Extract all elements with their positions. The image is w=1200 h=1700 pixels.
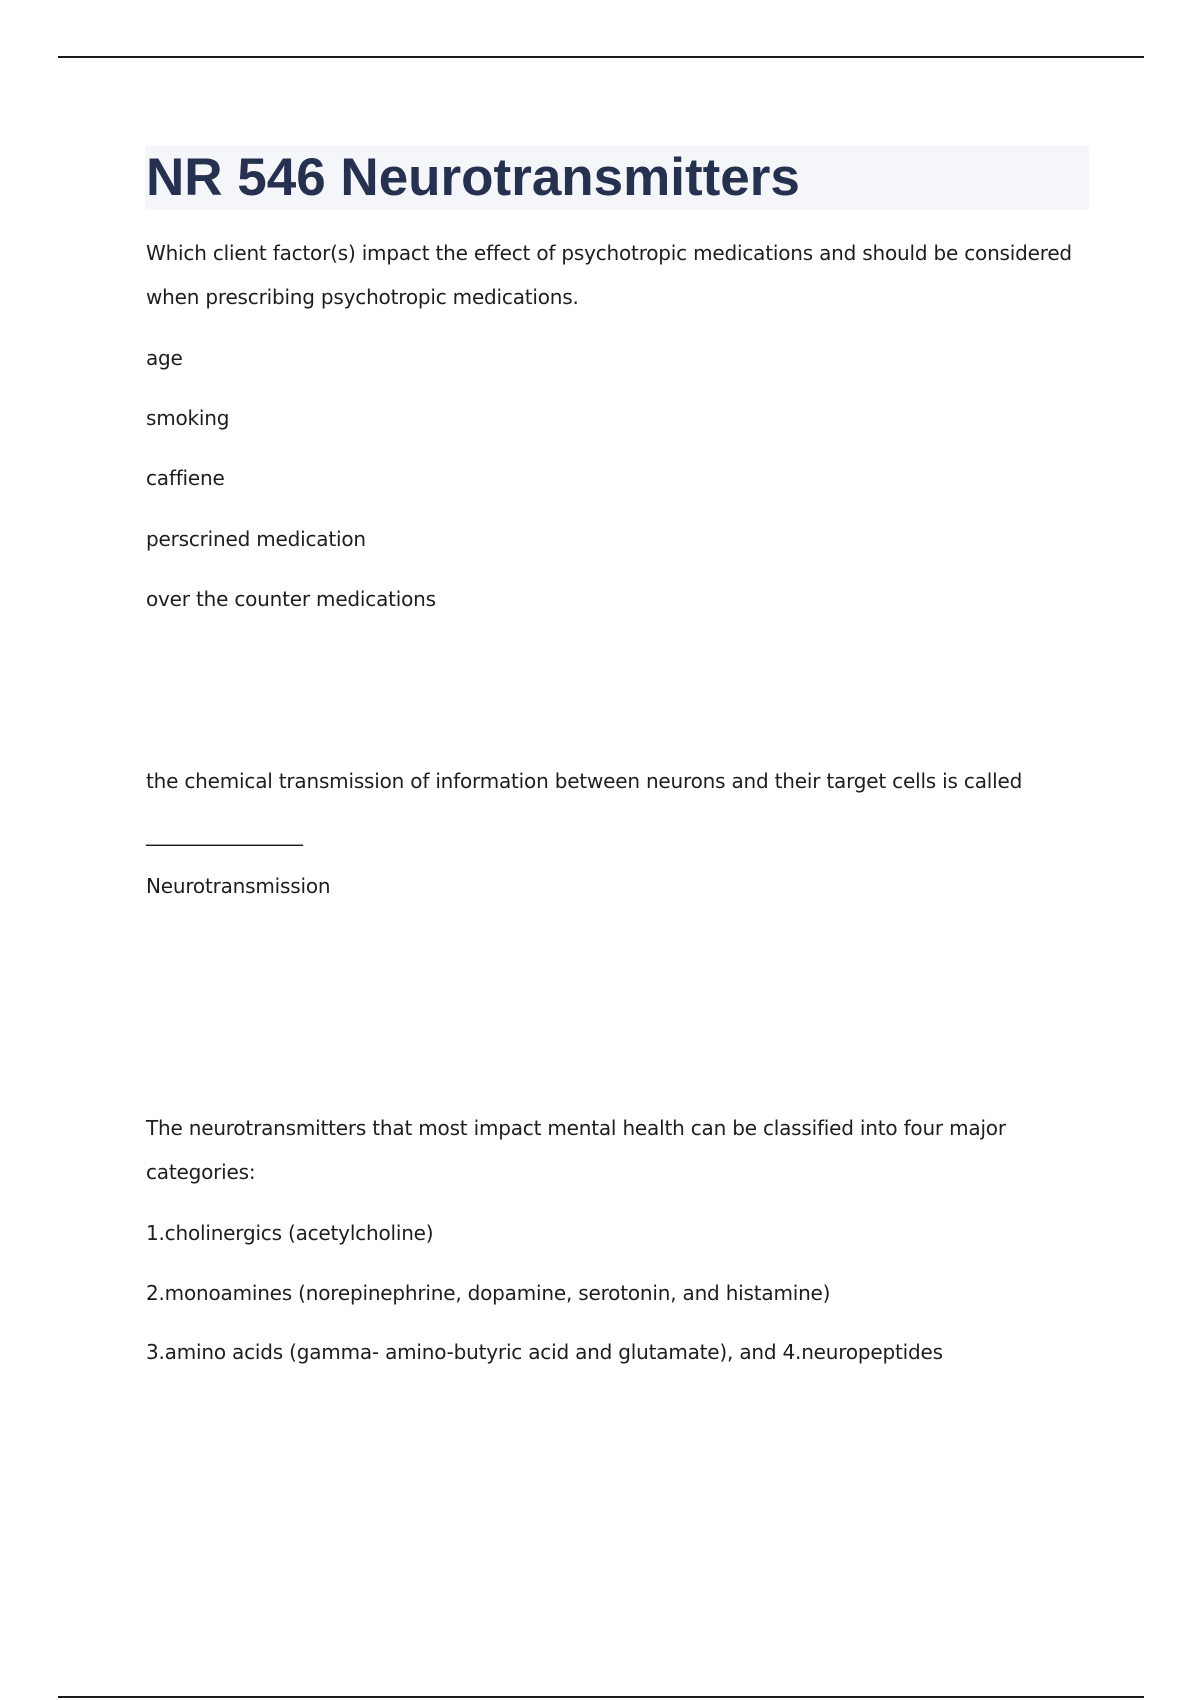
- category-item: 2.monoamines (norepinephrine, dopamine, serotonin, and histamine): [146, 1281, 831, 1305]
- category-item: 1.cholinergics (acetylcholine): [146, 1221, 434, 1245]
- page-title: NR 546 Neurotransmitters: [146, 148, 800, 207]
- answer-item: perscrined medication: [146, 527, 366, 551]
- question-1-line-1: Which client factor(s) impact the effect of psychotropic medications and should be considered: [146, 241, 1072, 265]
- question-1-line-2: when prescribing psychotropic medications.: [146, 285, 579, 309]
- question-3-line-1: The neurotransmitters that most impact mental health can be classified into four major: [146, 1116, 1006, 1140]
- page-top-rule: [58, 56, 1144, 58]
- question-2-blank: ________________: [146, 822, 303, 846]
- answer-item: age: [146, 346, 183, 370]
- answer-item: smoking: [146, 406, 230, 430]
- question-2-line-1: the chemical transmission of information between neurons and their target cells is called: [146, 769, 1023, 793]
- category-item: 3.amino acids (gamma- amino-butyric acid and glutamate), and 4.neuropeptides: [146, 1340, 943, 1364]
- question-3-line-2: categories:: [146, 1160, 256, 1184]
- answer-item: caffiene: [146, 466, 225, 490]
- question-2-answer: Neurotransmission: [146, 874, 331, 898]
- answer-item: over the counter medications: [146, 587, 436, 611]
- page-bottom-rule: [58, 1696, 1144, 1698]
